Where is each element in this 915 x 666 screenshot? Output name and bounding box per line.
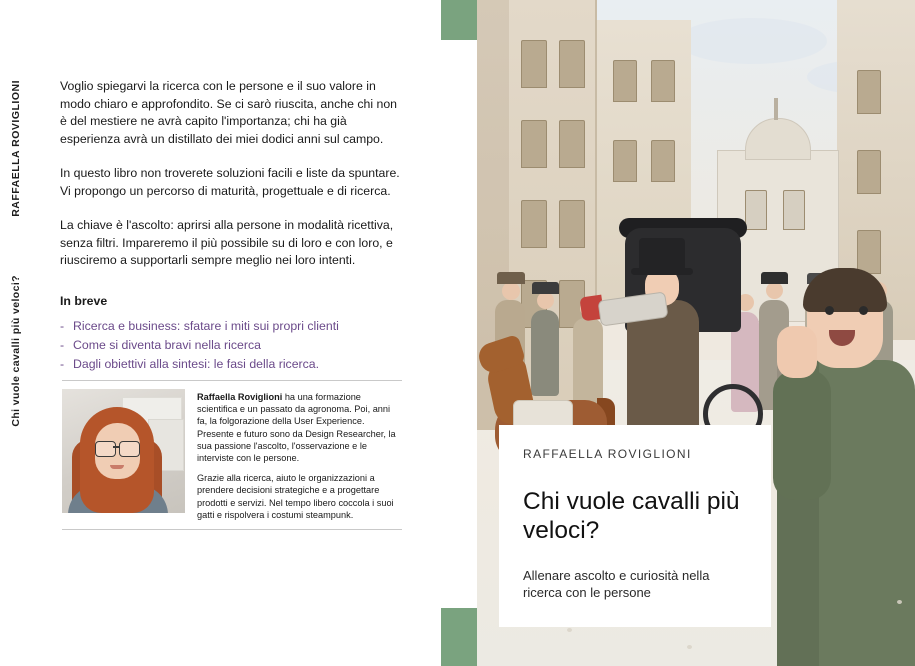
spine-title: Chi vuole cavalli più veloci? [10, 275, 22, 427]
back-paragraph-3: La chiave è l'ascolto: aprirsi alla persone in modalità ricettiva, senza filtri. Impareremo il più possibile su di loro e con loro, e riusciremo a supportarli sempre meglio nei loro intenti. [60, 218, 394, 267]
list-item: - Come si diventa bravi nella ricerca [60, 336, 405, 355]
spine-green-block-bottom [441, 608, 477, 666]
author-bio-rest: ha una formazione scientifica e un passato da agronoma. Poi, anni fa, la folgorazione della User Experience. Presente e futuro sono da Design Researcher, la sua passione l'ascolto, l'osservazione e le interviste con le persone. [197, 392, 396, 464]
front-cover-author: RAFFAELLA ROVIGLIONI [523, 447, 692, 461]
back-cover [0, 0, 441, 666]
front-cover [477, 0, 915, 666]
crowd-figure [531, 310, 559, 396]
back-paragraph-2: In questo libro non troverete soluzioni facili e liste da spuntare. Vi propongo un percorso di maturità, progettuale e di ricerca. [60, 166, 400, 198]
list-item: - Dagli obiettivi alla sintesi: le fasi della ricerca. [60, 355, 405, 374]
author-bio-text [197, 389, 402, 521]
front-cover-title-card [499, 425, 771, 627]
author-name: Raffaella Roviglioni [197, 392, 283, 402]
crowd-figure [573, 318, 603, 410]
in-breve-list [60, 317, 405, 374]
author-bio-box [62, 380, 402, 530]
spine-green-block-top [441, 0, 477, 40]
back-paragraph-1: Voglio spiegarvi la ricerca con le persone e il suo valore in modo chiaro e approfondito. Se ci sarò riuscita, anche chi non è del mestiere ne avrà capito l'importanza; chi ha già esperienza avrà un distillato dei miei dodici anni sul campo. [60, 79, 397, 146]
back-cover-text [60, 78, 405, 374]
front-cover-title: Chi vuole cavalli più veloci? [523, 488, 740, 544]
in-breve-heading: In breve [60, 293, 108, 308]
author-photo [62, 389, 185, 513]
author-bio-paragraph-2: Grazie alla ricerca, aiuto le organizzazioni a prendere decisioni strategiche e a progettare prodotti e servizi. Nel tempo libero coccola i suoi gatti e rispolvera i costumi steampunk. [197, 473, 394, 520]
book-spine [441, 0, 477, 666]
front-cover-subtitle: Allenare ascolto e curiosità nella ricerca con le persone [523, 568, 710, 600]
list-item: - Ricerca e business: sfatare i miti sui propri clienti [60, 317, 405, 336]
spine-author: RAFFAELLA ROVIGLIONI [10, 80, 22, 217]
author-bio-paragraph-1 [197, 391, 402, 464]
